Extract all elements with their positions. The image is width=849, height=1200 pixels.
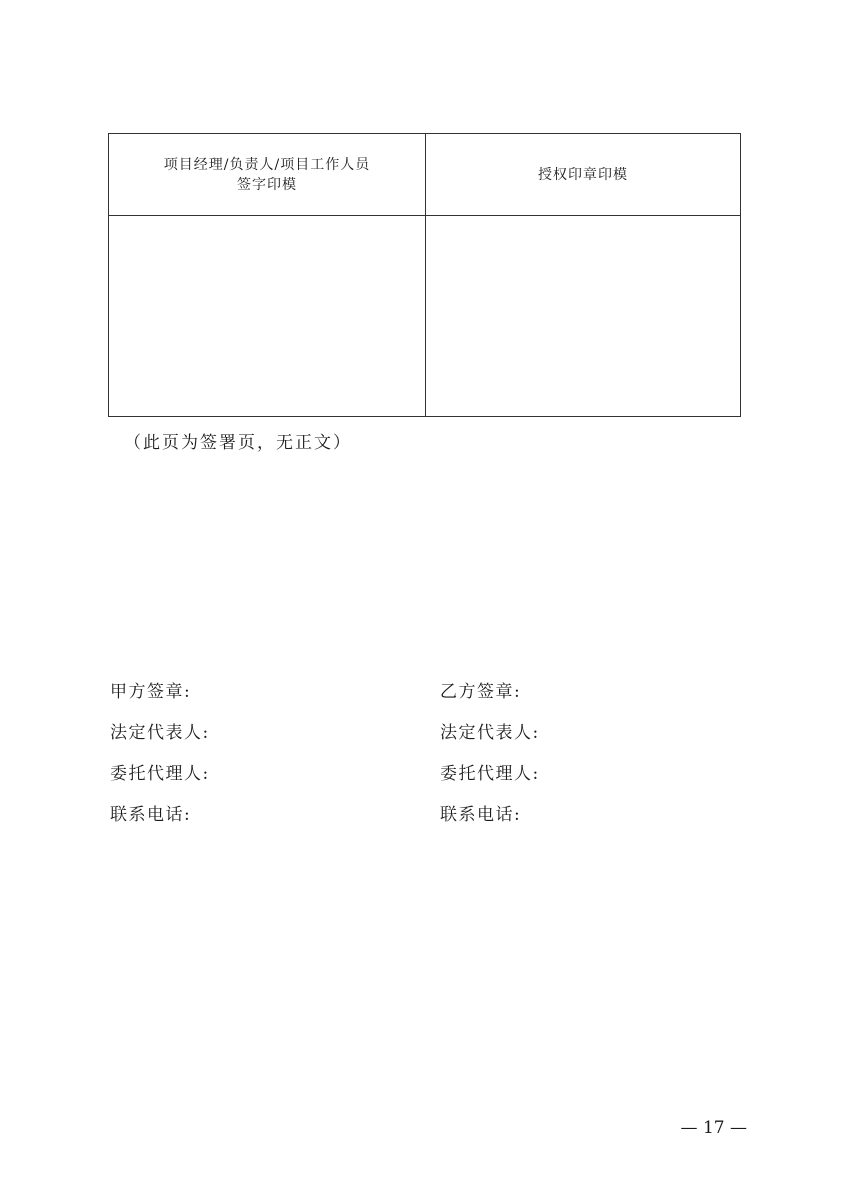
party-a-seal-label: 甲方签章:: [110, 682, 192, 702]
signature-page-note: （此页为签署页，无正文）: [124, 433, 352, 453]
party-a-legal-rep-label: 法定代表人:: [110, 723, 210, 743]
party-b-phone-label: 联系电话:: [440, 805, 522, 825]
party-b-agent-label: 委托代理人:: [440, 764, 540, 784]
party-a-phone-label: 联系电话:: [110, 805, 192, 825]
header-cell-signature-specimen: [109, 134, 425, 216]
party-a-agent-label: 委托代理人:: [110, 764, 210, 784]
header-right-label: 授权印章印模: [538, 167, 628, 183]
header-left-line1: 项目经理/负责人/项目工作人员: [163, 157, 371, 173]
signature-specimen-table: [108, 133, 741, 417]
party-b-legal-rep-label: 法定代表人:: [440, 723, 540, 743]
party-b-block: [440, 680, 740, 844]
signature-specimen-area: [109, 216, 425, 416]
header-cell-seal-specimen: [426, 134, 740, 216]
party-b-seal-label: 乙方签章:: [440, 682, 522, 702]
page-number: — 17 —: [680, 1118, 747, 1138]
party-a-block: [110, 680, 410, 844]
header-left-line2: 签字印模: [237, 177, 297, 193]
seal-specimen-area: [426, 216, 740, 416]
